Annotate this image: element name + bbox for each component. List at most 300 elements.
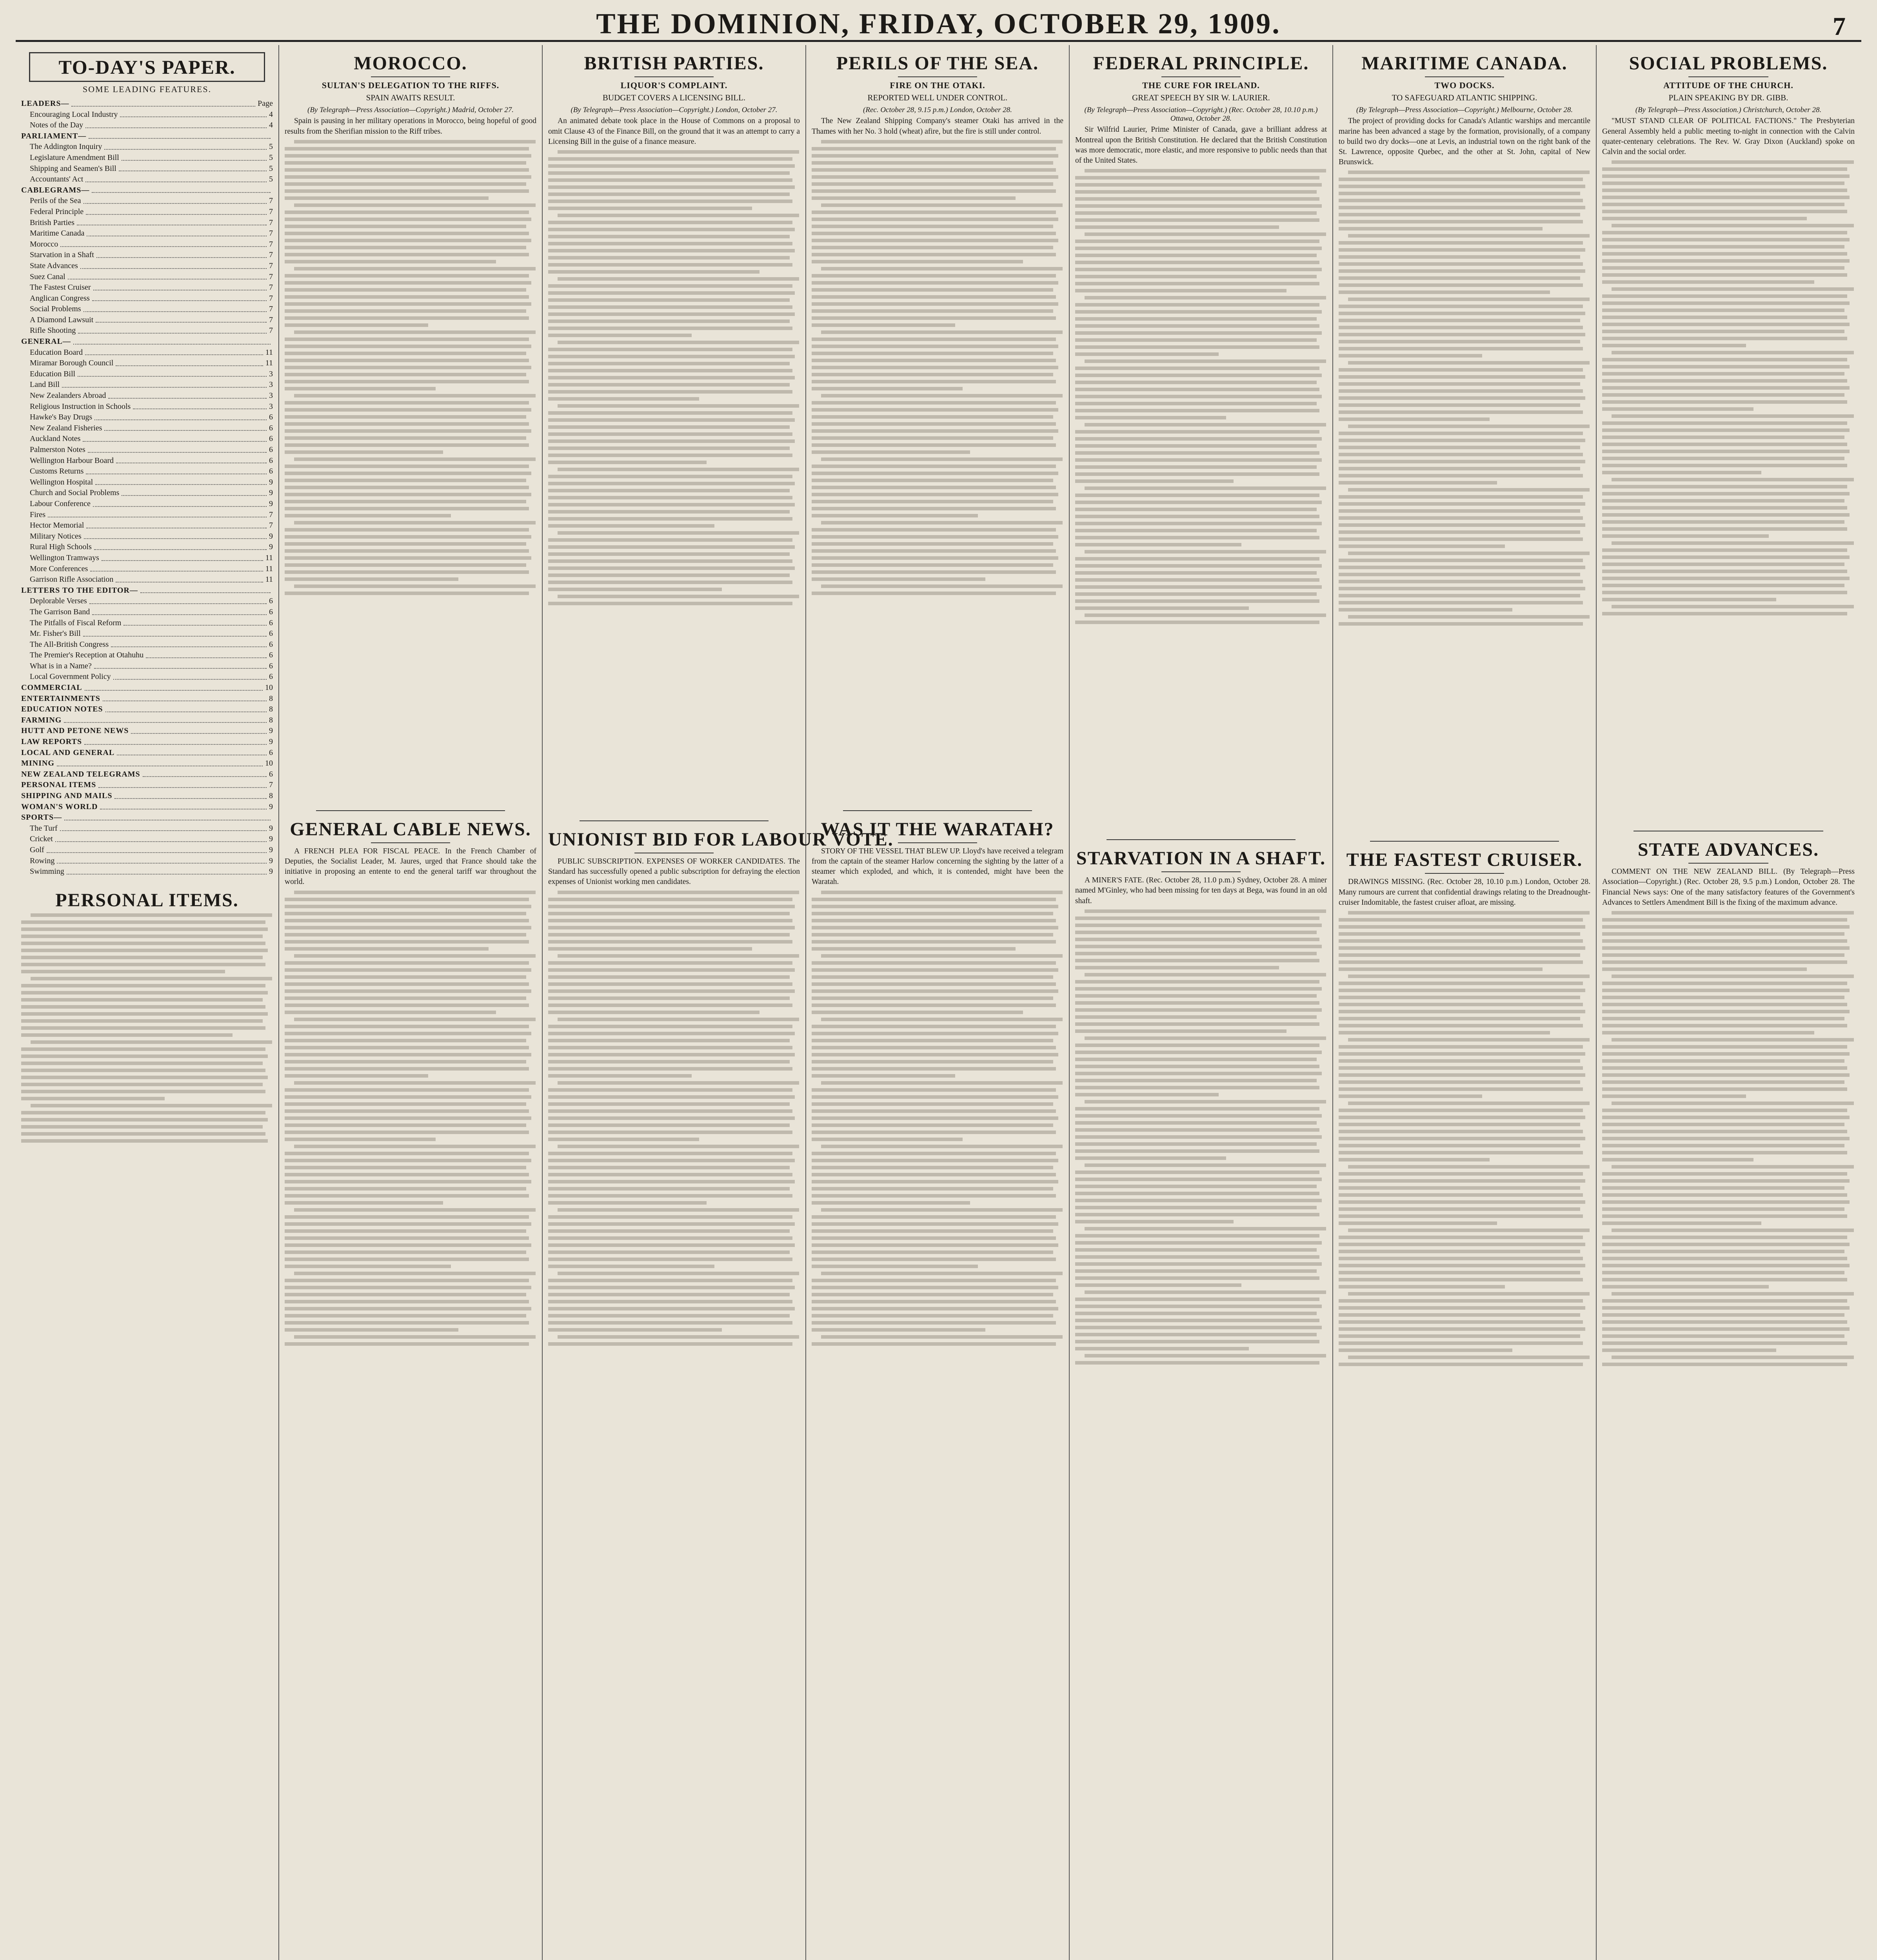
index-row-page: 8 bbox=[269, 791, 273, 800]
index-row bbox=[21, 250, 273, 261]
index-row-label: LEADERS— bbox=[21, 99, 69, 108]
article-lead: The project of providing docks for Canada's Atlantic warships and mercantile marine has been advanced a stage by the formation, provisionally, of a company to build two dry docks—one at Levis, an industrial town on the right bank of the St. Lawrence, opposite Quebec, and the other at St. John, capital of New Brunswick. bbox=[1339, 117, 1590, 166]
text-line bbox=[1075, 1171, 1319, 1174]
text-line bbox=[1602, 953, 1844, 957]
text-line bbox=[285, 996, 526, 1000]
article-headline: BRITISH PARTIES. bbox=[584, 53, 764, 74]
text-line bbox=[1075, 585, 1322, 589]
text-line bbox=[812, 239, 1058, 242]
text-line bbox=[548, 1138, 699, 1141]
text-line bbox=[812, 1265, 978, 1268]
text-line bbox=[1339, 432, 1583, 435]
text-line bbox=[1348, 1102, 1590, 1105]
text-line bbox=[812, 1328, 985, 1332]
text-line bbox=[1602, 506, 1847, 510]
text-line bbox=[812, 961, 1056, 965]
index-row-leader bbox=[84, 304, 267, 312]
index-row-leader bbox=[92, 607, 267, 615]
text-line bbox=[285, 514, 451, 517]
text-line bbox=[21, 1132, 265, 1136]
article-headline-second: UNIONIST BID FOR LABOUR VOTE. bbox=[548, 829, 894, 850]
text-line bbox=[1075, 479, 1234, 483]
personal-items-text bbox=[21, 913, 273, 1250]
index-row-page: 7 bbox=[269, 326, 273, 335]
text-line bbox=[1602, 245, 1844, 249]
text-line bbox=[812, 1088, 1056, 1092]
index-row bbox=[21, 780, 273, 791]
index-row bbox=[21, 401, 273, 412]
text-line bbox=[548, 1279, 792, 1282]
text-line bbox=[1339, 559, 1583, 562]
text-line bbox=[1339, 241, 1583, 245]
index-row-leader bbox=[64, 715, 267, 723]
text-line bbox=[285, 1173, 529, 1176]
text-line bbox=[1339, 523, 1585, 527]
index-row-leader bbox=[62, 379, 267, 388]
text-line bbox=[548, 1229, 790, 1233]
text-line bbox=[812, 1067, 1056, 1071]
text-line bbox=[285, 535, 531, 539]
text-line bbox=[548, 1067, 792, 1071]
article-subhead: TWO DOCKS. bbox=[1434, 80, 1495, 91]
text-line bbox=[812, 535, 1058, 539]
article-second-body bbox=[812, 891, 1063, 1557]
text-line bbox=[548, 418, 795, 422]
text-line bbox=[558, 1145, 799, 1148]
index-row-label: COMMERCIAL bbox=[21, 683, 82, 692]
text-line bbox=[21, 1083, 263, 1086]
index-row-leader bbox=[133, 401, 267, 410]
text-line bbox=[1075, 197, 1319, 201]
index-row-page: 4 bbox=[269, 110, 273, 119]
text-line bbox=[1339, 213, 1580, 216]
text-line bbox=[548, 517, 792, 521]
index-row-label: LETTERS TO THE EDITOR— bbox=[21, 586, 138, 595]
text-line bbox=[1339, 396, 1585, 400]
text-line bbox=[1085, 1036, 1326, 1040]
index-row-label: The Fastest Cruiser bbox=[30, 283, 91, 292]
text-line bbox=[1339, 1221, 1497, 1225]
text-line bbox=[1075, 1213, 1319, 1216]
text-line bbox=[1339, 1151, 1583, 1154]
text-line bbox=[285, 982, 529, 986]
text-line bbox=[1075, 1234, 1319, 1238]
text-line bbox=[1075, 529, 1317, 532]
text-line bbox=[821, 1018, 1063, 1021]
divider bbox=[1425, 873, 1504, 874]
text-line bbox=[1339, 1200, 1585, 1204]
text-line bbox=[1602, 457, 1844, 460]
text-line bbox=[1339, 410, 1583, 414]
index-row bbox=[21, 520, 273, 531]
index-row bbox=[21, 737, 273, 748]
text-line bbox=[548, 171, 790, 175]
index-row-page: 9 bbox=[269, 867, 273, 876]
text-line bbox=[548, 496, 792, 499]
text-line bbox=[1602, 294, 1847, 298]
text-line bbox=[1348, 911, 1590, 915]
text-line bbox=[1602, 1200, 1850, 1204]
text-line bbox=[1612, 351, 1854, 354]
text-line bbox=[1085, 1163, 1326, 1167]
text-line bbox=[558, 595, 799, 598]
text-line bbox=[548, 1074, 692, 1078]
text-line bbox=[548, 926, 795, 929]
index-row-label: Rifle Shooting bbox=[30, 326, 76, 335]
index-row-page: 11 bbox=[265, 575, 273, 584]
index-row-leader bbox=[102, 553, 263, 561]
index-row-leader bbox=[68, 272, 267, 280]
index-row bbox=[21, 131, 273, 142]
index-title: TO-DAY'S PAPER. bbox=[29, 52, 265, 82]
divider bbox=[1425, 76, 1504, 77]
text-line bbox=[558, 277, 799, 281]
text-line bbox=[1602, 1257, 1847, 1260]
index-row-page: 7 bbox=[269, 780, 273, 789]
text-line bbox=[1339, 382, 1580, 386]
article-second-body bbox=[1075, 909, 1327, 1576]
text-line bbox=[1339, 439, 1585, 442]
text-line bbox=[1075, 1340, 1319, 1343]
text-line bbox=[1085, 973, 1326, 976]
text-line bbox=[1602, 555, 1850, 559]
index-row-label: The Addington Inquiry bbox=[30, 142, 102, 151]
text-line bbox=[1075, 1192, 1319, 1195]
text-line bbox=[548, 919, 792, 922]
text-line bbox=[1602, 1144, 1844, 1147]
text-line bbox=[1602, 1236, 1847, 1239]
index-row-leader bbox=[116, 358, 263, 366]
text-line bbox=[31, 1040, 272, 1044]
index-row-page: 9 bbox=[269, 856, 273, 865]
text-line bbox=[1075, 621, 1319, 624]
text-line bbox=[548, 573, 790, 577]
index-row bbox=[21, 650, 273, 661]
text-line bbox=[1602, 534, 1769, 538]
text-line bbox=[1602, 989, 1850, 992]
text-line bbox=[1075, 916, 1319, 920]
text-line bbox=[1348, 1038, 1590, 1042]
index-row-page: 6 bbox=[269, 629, 273, 638]
text-line bbox=[558, 1272, 799, 1275]
text-line bbox=[1075, 240, 1319, 243]
text-line bbox=[548, 538, 792, 542]
index-row-page: 6 bbox=[269, 769, 273, 779]
divider bbox=[371, 76, 450, 77]
text-line bbox=[1602, 337, 1847, 340]
article-body bbox=[1602, 160, 1855, 827]
text-line bbox=[1339, 248, 1585, 252]
text-line bbox=[285, 975, 526, 979]
text-line bbox=[285, 592, 529, 595]
index-row-leader bbox=[95, 477, 267, 485]
text-line bbox=[1339, 1024, 1583, 1027]
text-line bbox=[821, 267, 1063, 270]
text-line bbox=[812, 989, 1058, 993]
text-line bbox=[1602, 238, 1850, 241]
text-line bbox=[1602, 443, 1847, 446]
index-row-page: 7 bbox=[269, 196, 273, 205]
index-row-label: More Conferences bbox=[30, 564, 88, 573]
text-line bbox=[548, 588, 722, 591]
text-line bbox=[812, 514, 978, 517]
text-line bbox=[1602, 1306, 1850, 1310]
index-row bbox=[21, 185, 273, 196]
text-line bbox=[1339, 1087, 1583, 1091]
text-line bbox=[1602, 1123, 1844, 1126]
text-line bbox=[1339, 1158, 1490, 1161]
index-row bbox=[21, 715, 273, 726]
text-line bbox=[548, 270, 760, 274]
index-row-page: 6 bbox=[269, 423, 273, 432]
text-line bbox=[1075, 945, 1322, 948]
index-row-page: 7 bbox=[269, 240, 273, 249]
text-line bbox=[548, 1011, 760, 1014]
text-line bbox=[812, 507, 1056, 510]
index-row-leader bbox=[86, 466, 267, 474]
text-line bbox=[1602, 932, 1844, 936]
text-line bbox=[1339, 925, 1585, 929]
index-row-leader bbox=[103, 693, 267, 702]
text-line bbox=[285, 168, 529, 172]
text-line bbox=[548, 1046, 792, 1049]
text-line bbox=[1602, 1066, 1847, 1070]
text-line bbox=[1602, 393, 1844, 397]
text-line bbox=[1339, 1257, 1583, 1260]
text-line bbox=[1339, 1327, 1585, 1331]
index-row-page: 6 bbox=[269, 651, 273, 660]
text-line bbox=[548, 207, 752, 210]
text-line bbox=[1075, 472, 1319, 476]
text-line bbox=[21, 1076, 268, 1079]
text-line bbox=[1339, 389, 1583, 393]
text-line bbox=[548, 157, 792, 161]
text-line bbox=[1602, 1363, 1847, 1366]
index-row-label: Garrison Rifle Association bbox=[30, 575, 114, 584]
index-row bbox=[21, 802, 273, 813]
text-line bbox=[1339, 918, 1583, 922]
text-line bbox=[812, 912, 1053, 915]
text-line bbox=[548, 164, 795, 168]
text-line bbox=[812, 1138, 963, 1141]
index-row bbox=[21, 412, 273, 423]
text-line bbox=[1085, 1354, 1326, 1357]
index-row bbox=[21, 456, 273, 466]
text-line bbox=[1075, 1008, 1322, 1012]
text-line bbox=[1339, 312, 1585, 315]
text-line bbox=[1339, 953, 1580, 957]
text-line bbox=[812, 168, 1056, 172]
article-column bbox=[1597, 45, 1860, 1960]
article-second-lead: A FRENCH PLEA FOR FISCAL PEACE. In the French Chamber of Deputies, the Socialist Leader, M. Jaures, urged that France should take the initiative in proposing an entente to end the general tariff war throughout the world. bbox=[285, 847, 536, 886]
text-line bbox=[1602, 1052, 1850, 1056]
text-line bbox=[812, 352, 1053, 355]
index-row-leader bbox=[55, 834, 267, 842]
text-line bbox=[285, 408, 531, 412]
text-line bbox=[1602, 570, 1847, 573]
text-line bbox=[812, 1025, 1056, 1028]
index-row-page: 8 bbox=[269, 694, 273, 703]
text-line bbox=[285, 316, 529, 320]
index-row-label: LOCAL AND GENERAL bbox=[21, 748, 115, 757]
text-line bbox=[812, 1060, 1053, 1063]
text-line bbox=[1075, 451, 1319, 455]
text-line bbox=[1339, 283, 1583, 287]
text-line bbox=[1075, 289, 1286, 292]
text-line bbox=[812, 225, 1053, 228]
text-line bbox=[1348, 975, 1590, 978]
text-line bbox=[548, 1201, 707, 1205]
text-line bbox=[558, 1081, 799, 1085]
text-line bbox=[285, 1088, 529, 1092]
text-line bbox=[1602, 259, 1850, 263]
index-row bbox=[21, 823, 273, 834]
index-row bbox=[21, 390, 273, 401]
index-row-label: Suez Canal bbox=[30, 272, 65, 281]
article-column bbox=[543, 45, 894, 1960]
text-line bbox=[548, 432, 792, 436]
index-row-page: 10 bbox=[265, 683, 273, 692]
text-line bbox=[821, 954, 1063, 958]
text-line bbox=[812, 196, 1016, 200]
index-row-leader bbox=[117, 748, 267, 756]
index-row bbox=[21, 812, 273, 823]
text-line bbox=[1339, 573, 1580, 576]
text-line bbox=[1339, 1144, 1580, 1147]
text-line bbox=[548, 475, 792, 478]
text-line bbox=[812, 436, 1053, 440]
text-line bbox=[548, 1258, 792, 1261]
text-line bbox=[1339, 544, 1505, 548]
index-row-label: Shipping and Seamen's Bill bbox=[30, 164, 116, 173]
text-line bbox=[548, 192, 790, 196]
text-line bbox=[1602, 1320, 1847, 1324]
text-line bbox=[1339, 1313, 1580, 1317]
text-line bbox=[548, 235, 790, 238]
text-line bbox=[548, 1194, 792, 1198]
article-dateline: (By Telegraph—Press Association.) Christchurch, October 28. bbox=[1635, 106, 1822, 114]
text-line bbox=[285, 1053, 531, 1056]
text-line bbox=[1339, 996, 1580, 999]
text-line bbox=[1602, 1130, 1847, 1133]
index-row-page: 6 bbox=[269, 467, 273, 476]
text-line bbox=[1075, 345, 1319, 349]
index-row bbox=[21, 152, 273, 163]
text-line bbox=[1075, 204, 1322, 208]
text-line bbox=[821, 330, 1063, 334]
article-headline: FEDERAL PRINCIPLE. bbox=[1093, 53, 1309, 74]
text-line bbox=[1602, 280, 1814, 284]
article-headline-second: STATE ADVANCES. bbox=[1637, 839, 1819, 860]
text-line bbox=[1602, 1221, 1761, 1225]
text-line bbox=[812, 429, 1058, 433]
text-line bbox=[812, 1293, 1053, 1296]
index-row-page: 7 bbox=[269, 305, 273, 314]
text-line bbox=[1602, 1116, 1850, 1119]
text-line bbox=[1602, 527, 1847, 531]
text-line bbox=[294, 394, 536, 397]
divider bbox=[1161, 76, 1241, 77]
text-line bbox=[1075, 1255, 1319, 1259]
text-line bbox=[812, 1039, 1053, 1042]
text-line bbox=[812, 281, 1058, 285]
text-line bbox=[1602, 1073, 1850, 1077]
text-line bbox=[285, 253, 529, 256]
text-line bbox=[1075, 352, 1219, 356]
text-line bbox=[1075, 1283, 1241, 1287]
index-row bbox=[21, 239, 273, 250]
text-line bbox=[1602, 612, 1847, 615]
text-line bbox=[812, 1152, 1056, 1155]
article-body bbox=[285, 140, 536, 806]
text-line bbox=[285, 1109, 529, 1113]
index-row-leader bbox=[84, 196, 267, 204]
index-row-page: 9 bbox=[269, 477, 273, 486]
text-line bbox=[1339, 1003, 1583, 1006]
text-line bbox=[548, 989, 795, 993]
index-row-leader bbox=[116, 456, 267, 464]
text-line bbox=[1339, 1341, 1583, 1345]
text-line bbox=[1348, 615, 1590, 619]
text-line bbox=[285, 436, 526, 440]
text-line bbox=[1075, 282, 1319, 285]
text-line bbox=[548, 327, 792, 330]
text-line bbox=[285, 295, 529, 299]
index-row-label: A Diamond Lawsuit bbox=[30, 315, 94, 324]
index-row bbox=[21, 163, 273, 174]
text-line bbox=[548, 242, 792, 245]
index-row-label: MINING bbox=[21, 759, 55, 768]
text-line bbox=[285, 1201, 443, 1205]
index-row-page: 8 bbox=[269, 715, 273, 724]
text-line bbox=[1075, 557, 1319, 561]
text-line bbox=[558, 150, 799, 154]
index-row-page: 5 bbox=[269, 153, 273, 162]
index-row bbox=[21, 261, 273, 272]
personal-items-heading: PERSONAL ITEMS. bbox=[55, 889, 239, 911]
text-line bbox=[1602, 1003, 1847, 1006]
text-line bbox=[1075, 959, 1319, 962]
text-line bbox=[558, 1018, 799, 1021]
text-line bbox=[31, 913, 272, 917]
text-line bbox=[21, 920, 265, 924]
text-line bbox=[1339, 1334, 1580, 1338]
text-line bbox=[548, 912, 790, 915]
text-line bbox=[1075, 430, 1319, 434]
article-body bbox=[1075, 169, 1327, 835]
text-line bbox=[1602, 309, 1844, 312]
article-second-lead: DRAWINGS MISSING. (Rec. October 28, 10.10 p.m.) London, October 28. Many rumours are current that confidential drawings relating to the Dreadnought-cruiser Indomitable, the fastest cruiser afloat, are missing. bbox=[1339, 878, 1590, 907]
text-line bbox=[285, 1102, 526, 1106]
text-line bbox=[1075, 606, 1249, 610]
divider bbox=[898, 842, 977, 843]
index-row bbox=[21, 834, 273, 845]
text-line bbox=[812, 563, 1053, 567]
text-line bbox=[1602, 513, 1850, 517]
text-line bbox=[812, 1307, 1058, 1310]
text-line bbox=[285, 1138, 436, 1141]
index-row-label: SHIPPING AND MAILS bbox=[21, 791, 113, 800]
text-line bbox=[1339, 1250, 1580, 1253]
index-row bbox=[21, 272, 273, 283]
text-line bbox=[1602, 231, 1847, 234]
text-line bbox=[1348, 425, 1590, 428]
index-row-label: Auckland Notes bbox=[30, 434, 81, 443]
index-row-page: 7 bbox=[269, 283, 273, 292]
text-line bbox=[1612, 605, 1854, 608]
index-row bbox=[21, 196, 273, 207]
text-line bbox=[812, 1250, 1053, 1254]
